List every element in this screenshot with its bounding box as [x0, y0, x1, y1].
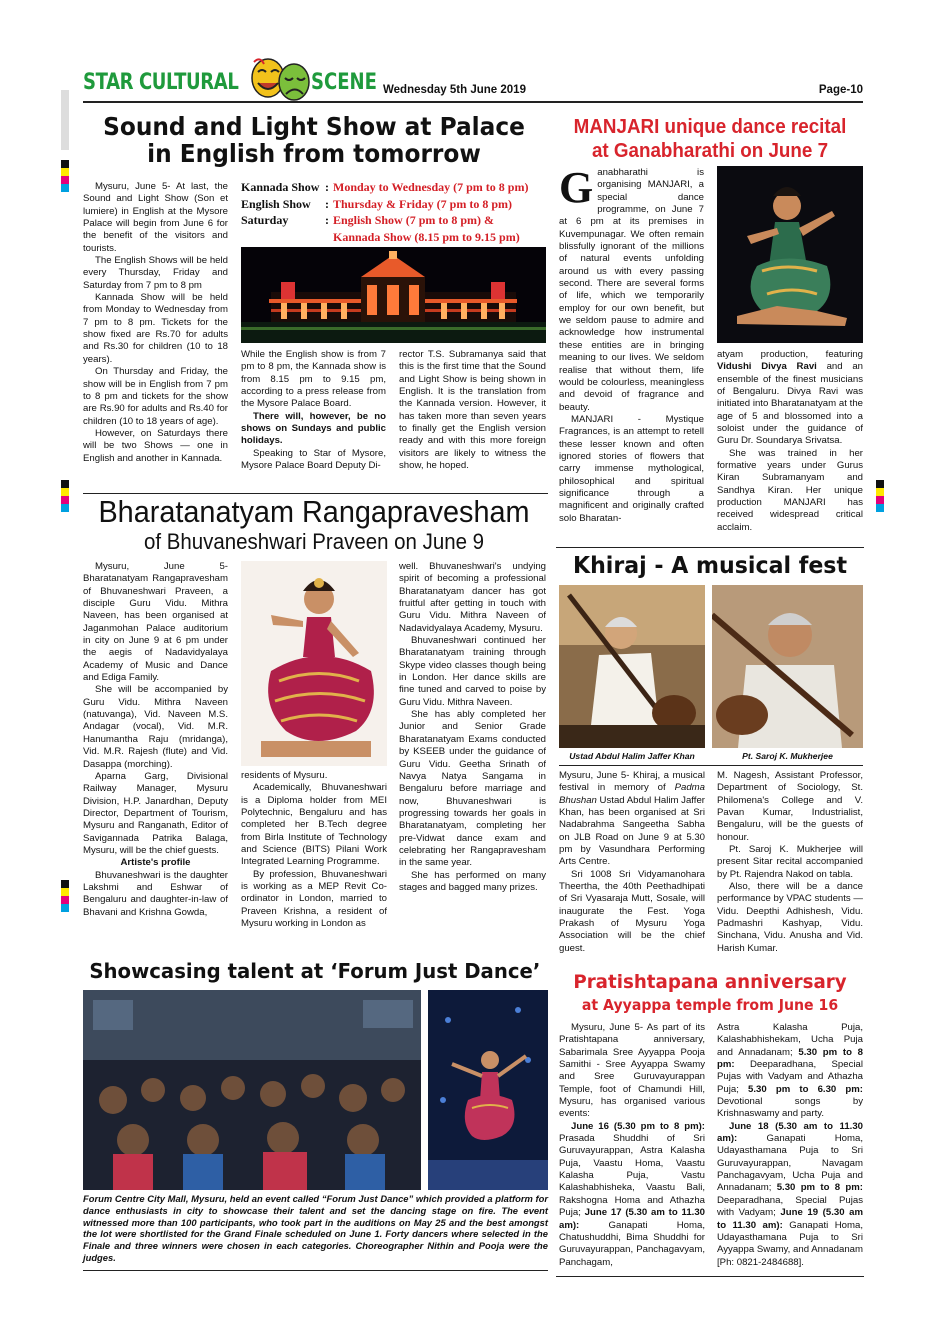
registration-marks-left-2	[61, 480, 69, 512]
schedule-value: Thursday & Friday (7 pm to 8 pm)	[333, 196, 513, 211]
forum-headline: Showcasing talent at ‘Forum Just Dance’	[89, 959, 541, 983]
khiraj-paragraph: Sri 1008 Sri Vidyamanohara Theertha, the 40th Peethadhipati of Sri Vyasaraja Mutt, Sosale, will inaugurate the Fest. Yoga Prakash of Mysuru Yoga Association will be the chief guest.	[559, 868, 705, 954]
khiraj-photo-left	[559, 585, 705, 748]
registration-marks-left	[61, 160, 69, 192]
bharatanatyam-paragraph: By profession, Bhuvaneshwari is working as a MEP Revit Co-ordinator in London, married to Praveen Krishna, a resident of Mysuru working in London as	[241, 868, 387, 930]
palace-illuminated-photo	[241, 247, 546, 343]
bharatanatyam-headline-line-1: Bharatanatyam Rangapravesham	[98, 494, 530, 529]
palace-paragraph: Speaking to Star of Mysore, Mysore Palace Board Deputy Di-	[241, 447, 386, 472]
schedule-label: Kannada Show	[241, 180, 320, 194]
manjari-col-1	[559, 167, 704, 543]
ayyappa-text: Deeparadhana, Special Pujas with Vadyam;	[717, 1194, 863, 1219]
khiraj-text: Ustad Abdul Halim Jaffer Khan, has been organised at Sri Nadabrahma Sangeetha Sabha on JLB Road on June 9 at 5.30 pm by Vasundhara Performing Arts Centre.	[559, 794, 705, 868]
bharatanatyam-subhead: Artiste's profile	[120, 857, 191, 869]
ayyappa-text: Prasada Shuddhi of Sri Guruvayurappan, Astra Kalasha Puja, Vaastu Homa, Vaastu Kalasha Puja, Vastu Kalashabhisheka, Vaastu Bali, Rakshogna Homa and Athazha Puja;	[559, 1133, 705, 1219]
khiraj-text-italic: Padma Bhushan	[559, 782, 705, 806]
section-rule	[556, 547, 864, 548]
ayyappa-text: Deeparadhana, Special Pujas with Vadyam and Athazha Puja;	[717, 1059, 863, 1095]
ayyappa-col-2	[717, 1022, 863, 1274]
khiraj-col-2	[717, 770, 863, 954]
khiraj-photo-right	[712, 585, 863, 748]
ayyappa-text: Ganapati Homa, Udayasthamana Puja to Sri Guruvayurappan, Navagam Panchagavyam, Ucha Puja and Annadanam;	[717, 1133, 863, 1194]
palace-paragraph: However, on Saturdays there will be two Shows — one in English and another in Kannada.	[83, 427, 228, 464]
schedule-label: Saturday	[241, 213, 289, 227]
khiraj-text: Mysuru, June 5- Khiraj, a musical festival in memory of	[559, 770, 705, 794]
bharatanatyam-headline	[80, 495, 548, 555]
bharatanatyam-col-1	[83, 561, 228, 953]
forum-caption: Forum Centre City Mall, Mysuru, held an event called “Forum Just Dance” which provided a platform for dance enthusiasts in city to showcase their talent and set the dancing stage on fire. The event witnessed more than 100 participants, who took part in the auditions on May 25 and the best amongst the lot were shortlisted for the Grand Finale scheduled on June 1. Forty dancers where selected in the Finale and three winners were chosen in each categories. Choreographer Nithin and Pooja were the judges.	[83, 1193, 548, 1263]
manjari-paragraph	[559, 167, 704, 414]
ayyappa-schedule-time: 5.30 pm to 8 pm:	[717, 1046, 863, 1071]
palace-paragraph: Kannada Show will be held from Monday to Wednesday from 7 pm to 8 pm. Tickets for the show fixed are Rs.70 for adults and Rs.30 for children (10 to 18 years).	[83, 292, 228, 365]
ayyappa-text: Ganapati Homa, Udayasthamana Puja to Sri Ayyappa Swamy, and Annadanam [Ph: 0821-2484688].	[717, 1219, 863, 1268]
khiraj-paragraph	[559, 770, 705, 869]
palace-bold-paragraph: There will, however, be no shows on Sundays and public holidays.	[241, 410, 386, 447]
bharatanatyam-paragraph: residents of Mysuru.	[241, 770, 328, 781]
manjari-headline	[556, 115, 864, 163]
khiraj-col-1	[559, 770, 705, 954]
ayyappa-paragraph: Mysuru, June 5- As part of its Pratishtapana anniversary, Sabarimala Sree Ayyappa Pooja Samithi - Sree Ayyappa Swamy and Sree Guruvayurappan Temple, foot of Chamundi Hill, Mysuru, has organised various events:	[559, 1022, 705, 1120]
bharatanatyam-headline-line-2: of Bhuvaneshwari Praveen on June 9	[143, 529, 485, 554]
bharatanatyam-paragraph: She has ably completed her Junior and Senior Grade Bharatanatyam Exams conducted by KSEEB under the guidance of Guru Vidu. Geetha Srinath of Navya Natya Sangama in Bengaluru before marriage and now, Bhuvaneshwari is progressing towards her goals in Bharatanatyam, completing her pre-Vidwat dance exam and celebrating her Rangapravesham in the same year.	[399, 709, 546, 869]
bharatanatyam-paragraph: She will be accompanied by Guru Vidu. Mithra Naveen (natuvanga), Vid. Naveen M.S. Andagar (vocal), Vid. M.R. Hanumantha Raju (mridanga), Vid. M.R. Rajesh (flute) and Vid. Dasappa (morching).	[83, 684, 228, 770]
registration-marks-right	[876, 480, 884, 512]
schedule-value: Kannada Show (8.15 pm to 9.15 pm)	[333, 229, 520, 244]
ayyappa-paragraph	[717, 1121, 863, 1269]
registration-marks-left-3	[61, 880, 69, 912]
bottom-rule-right	[556, 1276, 864, 1277]
ayyappa-text: Devotional songs by Krishnaswamy and party.	[717, 1096, 863, 1120]
ayyappa-paragraph	[559, 1121, 705, 1269]
masthead-page: Page-10	[818, 84, 863, 96]
palace-paragraph: The English Shows will be held every Thursday, Friday and Saturday from 7 pm to 8 pm	[83, 255, 228, 291]
bharatanatyam-paragraph: Mysuru, June 5- Bharatanatyam Rangapravesham of Bhuvaneshwari Praveen, a disciple Guru Vidu. Mithra Naveen, has been organised at Jaganmohan Palace auditorium in city on June 9 at 6 pm under the aegis of Nadavidyalaya Academy of Music and Dance and Ediga Family.	[83, 561, 228, 684]
left-margin-bar	[61, 90, 69, 150]
khiraj-paragraph: Pt. Saroj K. Mukherjee will present Sitar recital accompanied by Pt. Rajendra Nakod on tabla.	[717, 844, 863, 880]
bharatanatyam-dancer-photo	[241, 561, 387, 766]
bharatanatyam-paragraph: She has performed on many stages and bagged many prizes.	[399, 869, 546, 893]
ayyappa-schedule-time: June 17 (5.30 am to 11.30 am):	[559, 1207, 705, 1231]
ayyappa-schedule-time: June 18 (5.30 am to 11.30 am):	[717, 1120, 863, 1145]
bharatanatyam-paragraph: Academically, Bhuvaneshwari is a Diploma holder from MEI Polytechnic, Bengaluru and has completed her B.Tech degree from Birla Institute of Technology and Science (BITS) Pilani Work Integrated Learning Programme.	[241, 782, 387, 868]
bharatanatyam-col-2	[241, 770, 387, 954]
schedule-value: Monday to Wednesday (7 pm to 8 pm)	[333, 180, 529, 194]
forum-audience-photo	[83, 990, 421, 1190]
ayyappa-headline	[556, 970, 864, 1016]
masthead-title-right: SCENE	[311, 70, 377, 95]
schedule-value: English Show (7 pm to 8 pm) &	[333, 213, 495, 227]
khiraj-caption-right: Pt. Saroj K. Mukherjee	[742, 751, 833, 761]
palace-col-3	[399, 349, 546, 489]
palace-paragraph: On Thursday and Friday, the show will be in English from 7 pm to 8 pm and tickets for the show are Rs.90 for adults and Rs.40 for children (10 to 18 years of age).	[83, 366, 228, 427]
palace-col-2	[241, 349, 386, 489]
ayyappa-schedule-time: 5.30 pm to 6.30 pm:	[748, 1083, 863, 1095]
ayyappa-paragraph	[717, 1022, 863, 1121]
bharatanatyam-paragraph: Bhuvaneshwari is the daughter Lakshmi and Eshwar of Bengaluru and daughter-in-law of Bhavani and Krishna Gowda,	[83, 869, 228, 918]
bottom-rule	[83, 1270, 548, 1271]
palace-headline-line-1: Sound and Light Show at Palace	[103, 112, 525, 141]
forum-dancer-photo	[428, 990, 548, 1190]
manjari-paragraph: MANJARI - Mystique Fragrances, is an attempt to retell these lesser known and often ignored stories of flowers that carry immense mythological, philosophical and spiritual significance through a magnificent and originally crafted solo Bharatan-	[559, 413, 704, 524]
palace-paragraph: rector T.S. Subramanya said that this is the first time that the Sound and Light Show is being shown in English. It is the translation from the Kannada version. However, it has taken more than seven years to finally get the English version ready and with this more foreign visitors are likely to witness the show, he hoped.	[399, 349, 546, 472]
bharatanatyam-col-3	[399, 561, 546, 954]
manjari-col-2	[717, 349, 863, 544]
masthead-date: Wednesday 5th June 2019	[383, 84, 526, 96]
ayyappa-text: Ganapati Homa, Chatushuddhi, Bima Shuddhi for Guruvayurappan, Panchagavyam, Panchagam,	[559, 1219, 705, 1268]
manjari-headline-line-2: at Ganabharathi on June 7	[591, 140, 829, 162]
khiraj-paragraph: M. Nagesh, Assistant Professor, Department of Sociology, St. Philomena's College and V. Pavan Kumar, Industrialist, Bengaluru, will be the guests of honour.	[717, 770, 863, 843]
manjari-paragraph-text: anabharathi is organising MANJARI, a special dance programme, on June 7 at 6 pm at its premises in Kuvempunagar. We often remain blissfully ignorant of the millions of natural events unfolding around us with every passing second. There are several forms of life, which we temporarily employ for our own benefit, but we seldom pause to admire and acknowledge how instrumental these entities are in bringing meaning to our lives. We seldom realise that without them, life would be colourless, meaningless and devoid of fragrance and beauty.	[559, 167, 704, 413]
khiraj-paragraph: Also, there will be a dance performance by VPAC students — Vidu. Deepthi Adhishesh, Vidu. Padmashri Kashyap, Vidu. Sinchana, Vidu. Anusha and Vid. Harish Kumar.	[717, 881, 863, 954]
ayyappa-headline-line-2: at Ayyappa temple from June 16	[581, 996, 839, 1014]
palace-schedule: Kannada Show : Monday to Wednesday (7 pm to 8 pm) English Show : Thursday & Friday (7 pm to 8 pm) Saturday : English Show (7 pm to 8 pm) & Kannada Show (8.15 pm to 9.15 pm)	[241, 180, 529, 244]
palace-paragraph: While the English show is from 7 pm to 8 pm, the Kannada show is from 8.15 pm to 9.15 pm, according to a press release from the Mysore Palace Board.	[241, 349, 386, 410]
ayyappa-schedule-time: June 16 (5.30 pm to 8 pm):	[571, 1120, 705, 1132]
manjari-dropcap: G	[559, 167, 594, 212]
ayyappa-schedule-time: 5.30 pm to 8 pm:	[776, 1182, 863, 1194]
ayyappa-headline-line-1: Pratishtapana anniversary	[573, 971, 847, 993]
palace-headline	[80, 114, 548, 167]
manjari-paragraph	[717, 349, 863, 448]
manjari-text: and an ensemble of the finest musicians of Bengaluru. Divya Ravi was initiated into Bharatanatyam at the age of 5 and blossomed into a soloist under the guidance of Guru Dr. Soundarya Srivatsa.	[717, 361, 863, 447]
manjari-dancer-name: Vidushi Divya Ravi	[717, 361, 817, 373]
palace-col-1	[83, 181, 228, 487]
bharatanatyam-paragraph: well. Bhuvaneshwari's undying spirit of becoming a professional Bharatanatyam dancer has got fruitful after getting in touch with Guru Vidu. Mithra Naveen of Nadavidyalaya Academy, Mysuru.	[399, 561, 546, 634]
khiraj-headline: Khiraj - A musical fest	[572, 553, 848, 579]
bharatanatyam-paragraph: Aparna Garg, Divisional Railway Manager, Mysuru Division, H.P. Janardhan, Deputy Director, Department of Tourism, Mysuru and Ranganath, Editor of Savigannada Patrika Balaga, Mysuru, will be the chief guests.	[83, 770, 228, 856]
palace-paragraph: Mysuru, June 5- At last, the Sound and Light Show (Son et lumiere) in English at the Mysore Palace will begin from June 6 for the benefit of the visitors and tourists.	[83, 181, 228, 254]
manjari-text: atyam production, featuring	[717, 349, 863, 360]
masthead-rule	[83, 101, 863, 103]
schedule-label: English Show	[241, 196, 311, 211]
manjari-dancer-photo	[717, 166, 863, 343]
theatre-masks-logo-icon	[246, 56, 316, 104]
khiraj-caption-left: Ustad Abdul Halim Jaffer Khan	[569, 751, 695, 761]
manjari-paragraph: She was trained in her formative years under Gurus Kiran Subramanyam and Sandhya Kiran. Her unique production MANJARI has received widespread critical acclaim.	[717, 447, 863, 533]
bharatanatyam-paragraph: Bhuvaneshwari continued her Bharatanatyam training through Skype video classes though being in London. Her dance skills are fine tuned and carved to poise by Guru Vidu. Mithra Naveen.	[399, 635, 546, 708]
masthead-title-left: STAR CULTURAL	[83, 70, 239, 95]
ayyappa-col-1	[559, 1022, 705, 1274]
ayyappa-text: Astra Kalasha Puja, Kalashabhishekam, Ucha Puja and Annadanam;	[717, 1022, 863, 1058]
caption-rule	[559, 765, 863, 766]
palace-headline-line-2: in English from tomorrow	[147, 138, 481, 168]
ayyappa-schedule-time: June 19 (5.30 am to 11.30 am):	[717, 1207, 863, 1231]
manjari-headline-line-1: MANJARI unique dance recital	[573, 116, 847, 138]
masthead	[83, 64, 863, 104]
